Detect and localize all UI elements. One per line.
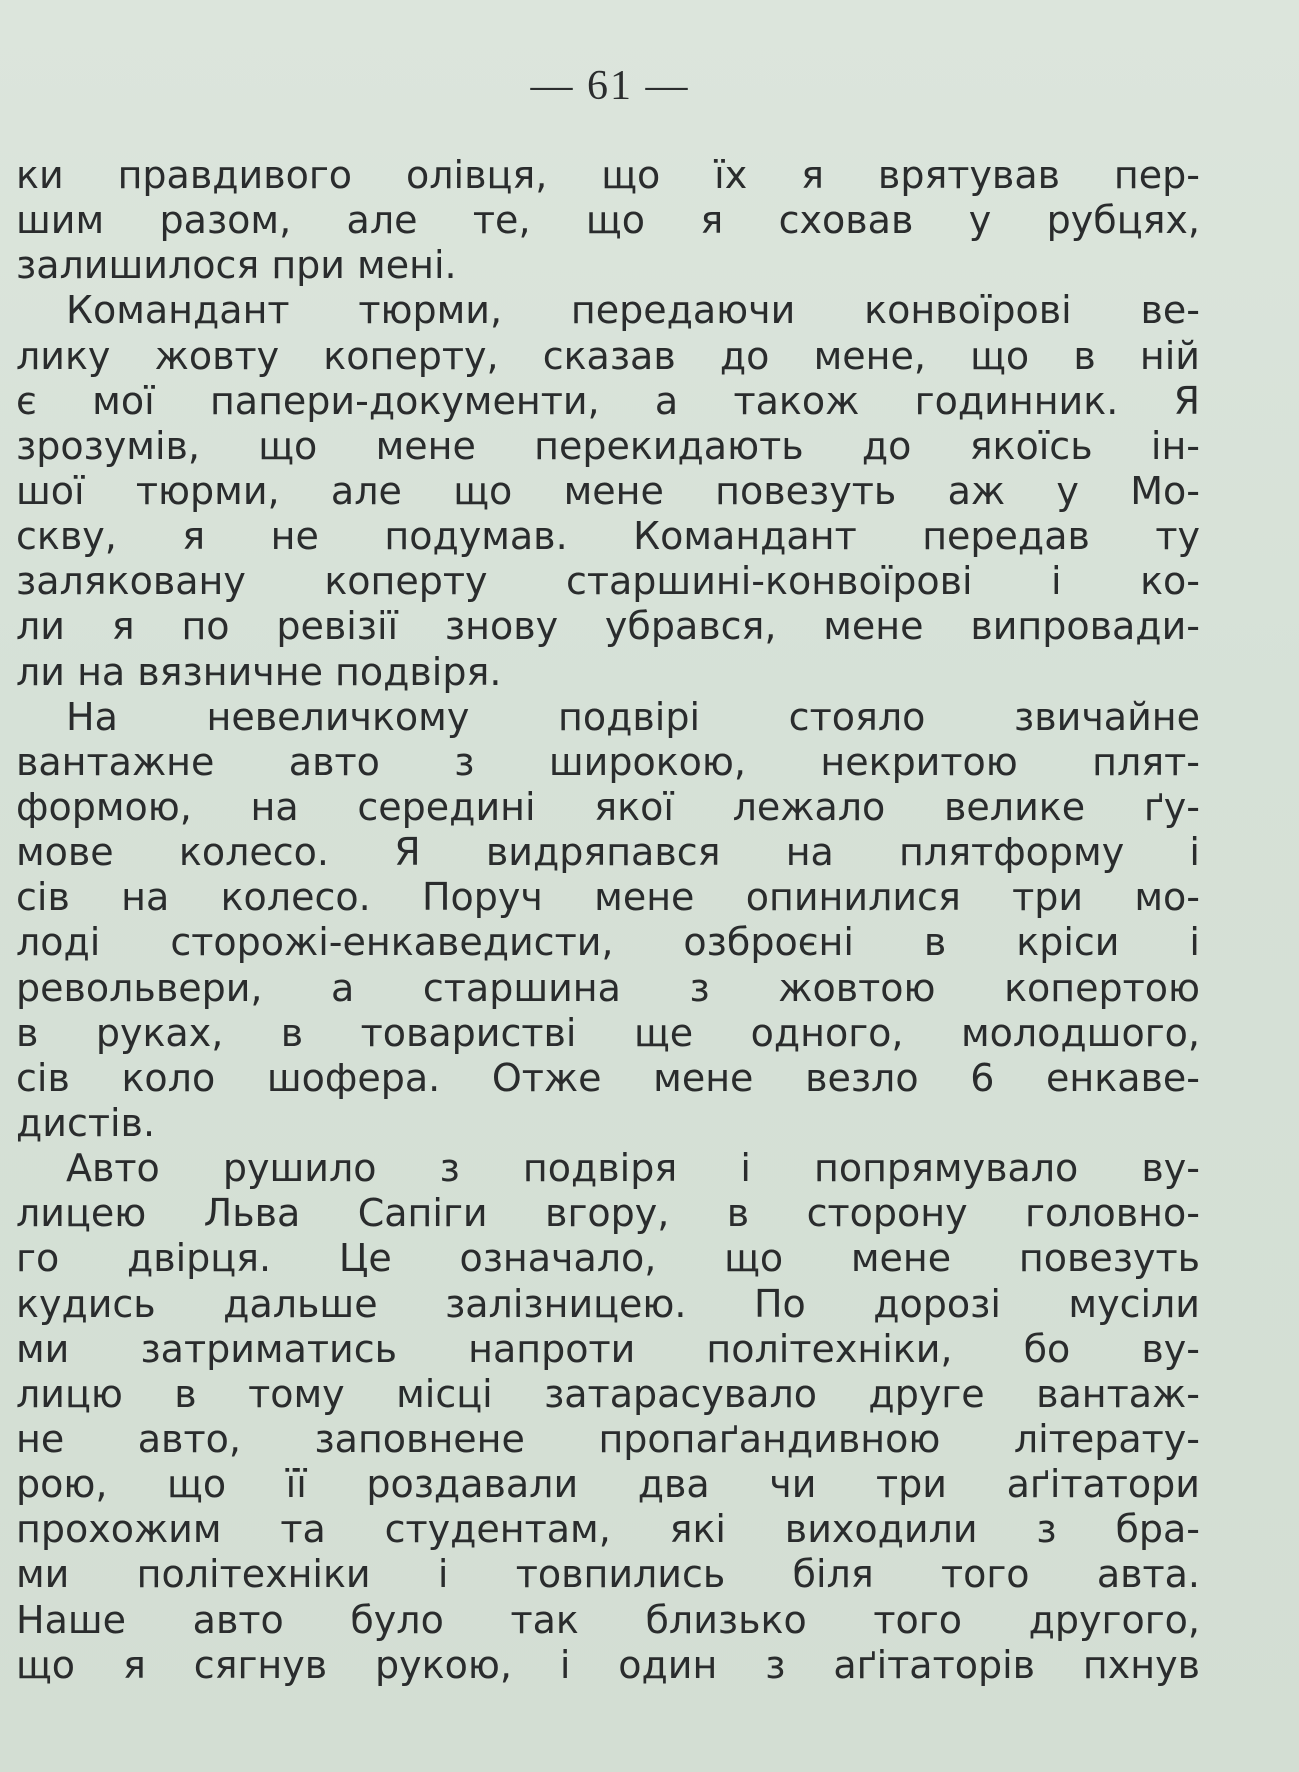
text-line: є мої папери-документи, а також годинник. Я [16, 378, 1200, 423]
text-line: шим разом, але те, що я сховав у рубцях, [16, 198, 1200, 243]
text-line: мове колесо. Я видряпався на плятформу і [16, 830, 1200, 875]
text-line: в руках, в товаристві ще одного, молодшого, [16, 1010, 1200, 1055]
text-line: лицею Льва Сапіги вгору, в сторону головно- [16, 1191, 1200, 1236]
text-line: вантажне авто з широкою, некритою плят- [16, 739, 1200, 784]
text-line: формою, на середині якої лежало велике ґу- [16, 784, 1200, 829]
text-line: шої тюрми, але що мене повезуть аж у Мо- [16, 468, 1200, 513]
text-line: рою, що її роздавали два чи три аґітатори [16, 1462, 1200, 1507]
text-line: лоді сторожі-енкаведисти, озброєні в кріси і [16, 920, 1200, 965]
text-line: Командант тюрми, передаючи конвоїрові ве- [66, 288, 1200, 333]
text-line: сів на колесо. Поруч мене опинилися три мо- [16, 875, 1200, 920]
text-line: Авто рушило з подвіря і попрямувало ву- [66, 1146, 1200, 1191]
text-line: го двірця. Це означало, що мене повезуть [16, 1236, 1200, 1281]
text-line: сів коло шофера. Отже мене везло 6 енкаве- [16, 1055, 1200, 1100]
body-text [16, 153, 1200, 1688]
text-line: дистів. [16, 1100, 156, 1145]
text-line: скву, я не подумав. Командант передав ту [16, 514, 1200, 559]
text-line: заляковану коперту старшині-конвоїрові і ко- [16, 559, 1200, 604]
text-line: зрозумів, що мене перекидають до якоїсь ін- [16, 423, 1200, 468]
text-line: кудись дальше залізницею. По дорозі мусіли [16, 1281, 1200, 1326]
text-line: На невеличкому подвірі стояло звичайне [66, 694, 1200, 739]
text-line: ми затриматись напроти політехніки, бо ву- [16, 1326, 1200, 1371]
page-number: — 61 — [530, 63, 690, 109]
text-line: ми політехніки і товпились біля того авта. [16, 1552, 1200, 1597]
text-line: прохожим та студентам, які виходили з бра- [16, 1507, 1200, 1552]
text-line: револьвери, а старшина з жовтою копертою [16, 965, 1200, 1010]
text-line: що я сягнув рукою, і один з аґітаторів пхнув [16, 1642, 1200, 1687]
text-line: лику жовту коперту, сказав до мене, що в ній [16, 333, 1200, 378]
text-line: ли на вязничне подвіря. [16, 649, 502, 694]
text-line: лицю в тому місці затарасувало друге вантаж- [16, 1371, 1200, 1416]
text-line: Наше авто було так близько того другого, [16, 1597, 1200, 1642]
text-line: не авто, заповнене пропаґандивною літерату- [16, 1416, 1200, 1461]
text-line: ки правдивого олівця, що їх я врятував пер- [16, 153, 1200, 197]
text-line: ли я по ревізії знову убрався, мене випровади- [16, 604, 1200, 649]
text-line: залишилося при мені. [16, 243, 457, 288]
